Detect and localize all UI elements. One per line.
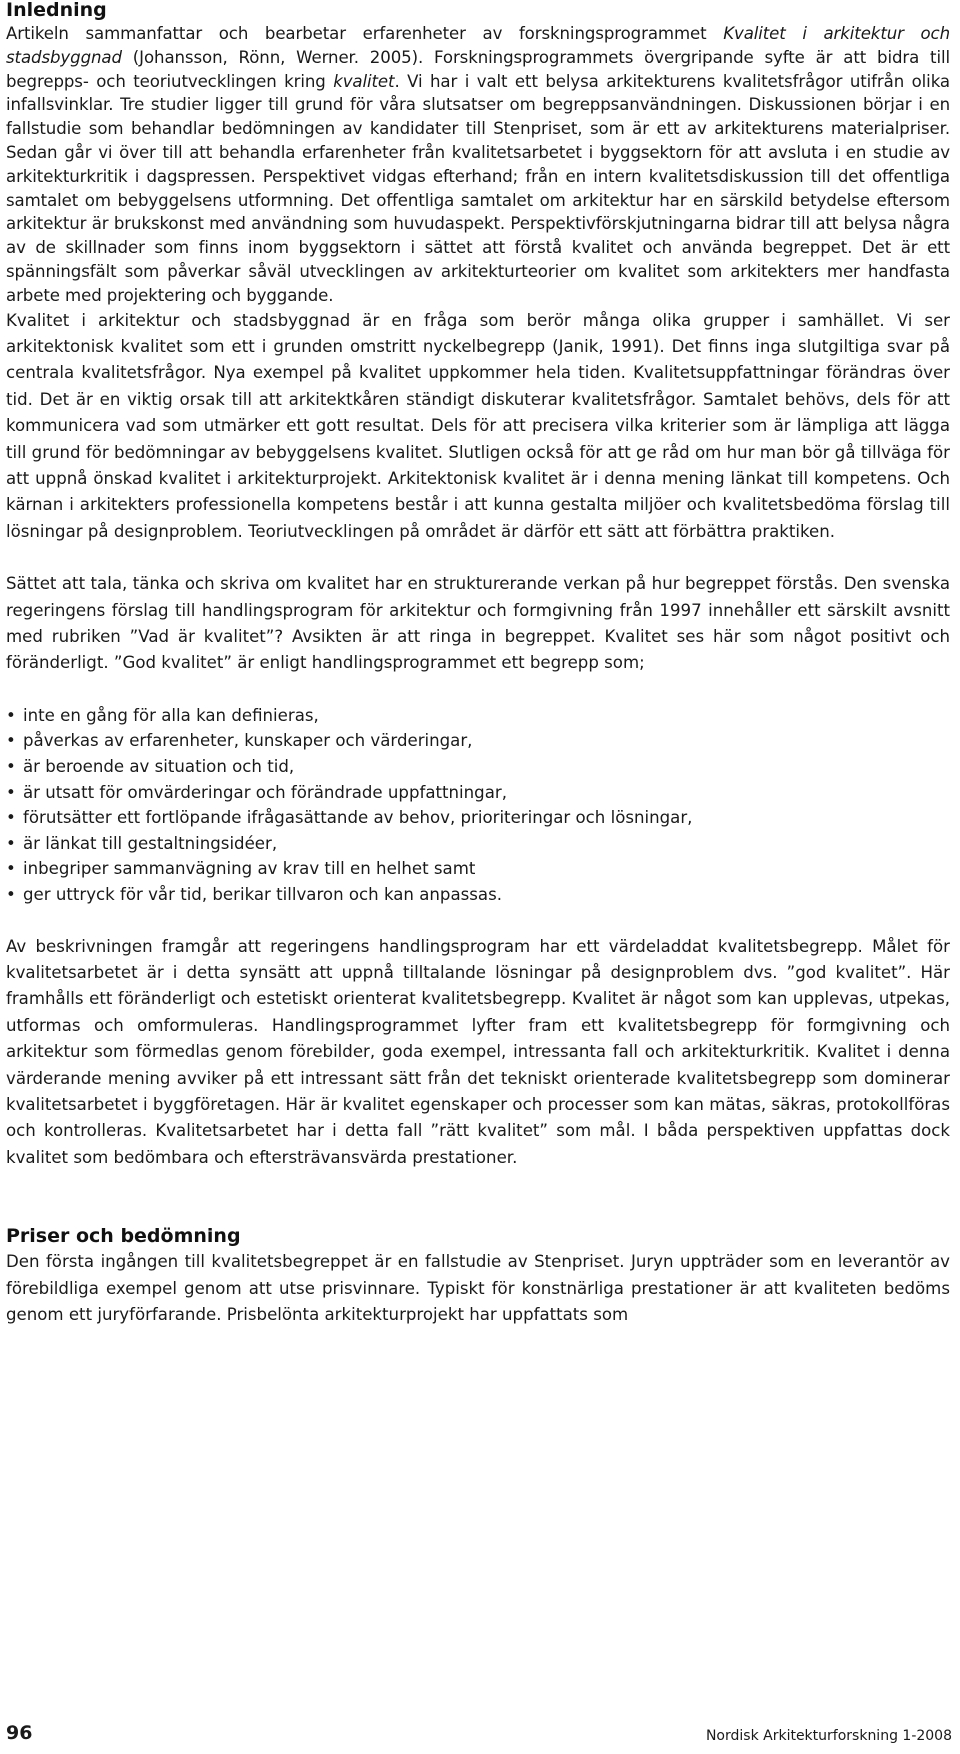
keyword-kvalitet: kvalitet [333, 71, 395, 91]
section-heading-priser: Priser och bedömning [6, 1225, 241, 1248]
intro-p1-text-c: . Vi har i valt ett belysa arkitekturens kvalitetsfrågor utifrån olika infallsvinklar. Tre studier ligger till grund för våra slutsatser om begreppsanvändningen. Diskussionen börjar i en fallstudie som behandlar bedömningen av kandidater till Stenpriset, som är ett av arkitekturens materialpriser. Sedan går vi över till att behandla erfarenheter från kvalitetsarbetet i byggsektorn för att avsluta i en studie av arkitekturkritik i dagspressen. Perspektivet vidgas efterhand; från en intern kvalitetsdiskussion till det offentliga samtalet om bebyggelsens utformning. Det offentliga samtalet om arkitektur har en särskild betydelse eftersom arkitektur är brukskonst med användning som huvudaspekt. Perspektivförskjutningarna bidrar till att belysa några av de skillnader som finns inom byggsektorn i sättet att förstå kvalitet och använda begreppet. Det är ett spänningsfält som påverkar såväl utvecklingen av arkitekturteorier om kvalitet som arkitekters mer handfasta arbete med projektering och byggande. [6, 71, 950, 305]
list-item: • är länkat till gestaltningsidéer, [6, 831, 950, 857]
list-item: • är utsatt för omvärderingar och förändrade uppfattningar, [6, 780, 950, 806]
intro-paragraph-1 [6, 22, 950, 308]
program-title: Kvalitet i arkitektur och stadsbyggnad [6, 24, 950, 67]
list-item: • är beroende av situation och tid, [6, 754, 950, 780]
intro-p1-text-b: (Johansson, Rönn, Werner. 2005). Forskningsprogrammets övergripande syfte är att bidra till begrepps- och teoriutvecklingen kring [6, 47, 950, 91]
prices-paragraph-1: Den första ingången till kvalitetsbegreppet är en fallstudie av Stenpriset. Juryn uppträder som en leverantör av förebildliga exempel genom att utse prisvinnare. Typiskt för konstnärliga prestationer är att kvaliteten bedöms genom ett juryförfarande. Prisbelönta arkitekturprojekt har uppfattats som [6, 1252, 950, 1325]
list-item: • förutsätter ett fortlöpande ifrågasättande av behov, prioriteringar och lösningar, [6, 805, 950, 831]
intro-paragraph-4: Av beskrivningen framgår att regeringens handlingsprogram har ett värdeladdat kvalitetsbegrepp. Målet för kvalitetsarbetet är i detta synsätt att uppnå tilltalande lösningar på designproblem dvs. ”god kvalitet”. Här framhålls ett föränderligt och estetiskt orienterat kvalitetsbegrepp. Kvalitet är något som kan upplevas, utpekas, utformas och omformuleras. Handlingsprogrammet lyfter fram ett kvalitetsbegrepp för formgivning och arkitektur som förmedlas genom förebilder, goda exempel, intressanta fall och arkitekturkritik. Kvalitet i denna värderande mening avviker på ett intressant sätt från det tekniskt orienterade kvalitetsbegrepp som dominerar kvalitetsarbetet i byggföretagen. Här är kvalitet egenskaper och processer som kan mätas, säkras, protokollföras och kontrolleras. Kvalitetsarbetet har i detta fall ”rätt kvalitet” som mål. I båda perspektiven uppfattas dock kvalitet som bedömbara och eftersträvansvärda prestationer. [6, 936, 950, 1167]
intro-paragraph-3: Sättet att tala, tänka och skriva om kvalitet har en strukturerande verkan på hur begreppet förstås. Den svenska regeringens förslag till handlingsprogram för arkitektur och formgivning från 1997 innehåller ett särskilt avsnitt med rubriken ”Vad är kvalitet”? Avsikten är att ringa in begreppet. Kvalitet ses här som något positivt och föränderligt. ”God kvalitet” är enligt handlingsprogrammet ett begrepp som; [6, 574, 950, 673]
intro-p1-text-a: Artikeln sammanfattar och bearbetar erfarenheter av forskningsprogrammet [6, 24, 724, 43]
section-heading-inledning: Inledning [6, 0, 107, 21]
page-footer [0, 1718, 960, 1748]
list-item: • ger uttryck för vår tid, berikar tillvaron och kan anpassas. [6, 882, 950, 908]
list-item: • påverkas av erfarenheter, kunskaper och värderingar, [6, 728, 950, 754]
journal-name: Nordisk Arkitekturforskning 1-2008 [705, 1728, 952, 1744]
intro-paragraph-2: Kvalitet i arkitektur och stadsbyggnad är en fråga som berör många olika grupper i samhället. Vi ser arkitektonisk kvalitet som ett i grunden omstritt nyckelbegrepp (Janik, 1991). Det finns inga slutgiltiga svar på centrala kvalitetsfrågor. Nya exempel på kvalitet uppkommer hela tiden. Kvalitetsuppfattningar förändras över tid. Det är en viktig orsak till att arkitektkåren ständigt diskuterar kvalitetsfrågor. Samtalet behövs, dels för att kommunicera vad som utmärker ett gott resultat. Dels för att precisera vilka kriterier som är lämpliga att lägga till grund för bedömningar av bebyggelsens kvalitet. Slutligen också för att ge råd om hur man bör gå tillväga för att uppnå önskad kvalitet i arkitekturprojekt. Arkitektonisk kvalitet är i denna mening länkat till kompetens. Och kärnan i arkitekters professionella kompetens består i att kunna gestalta miljöer och kvalitetsbedöma förslag till lösningar på designproblem. Teoriutvecklingen på området är därför ett sätt att förbättra praktiken. [6, 310, 950, 541]
article-page [6, 0, 950, 1328]
page-number: 96 [6, 1722, 33, 1744]
quality-criteria-list [6, 703, 950, 908]
list-item: • inbegriper sammanvägning av krav till en helhet samt [6, 856, 950, 882]
list-item: • inte en gång för alla kan definieras, [6, 703, 950, 729]
